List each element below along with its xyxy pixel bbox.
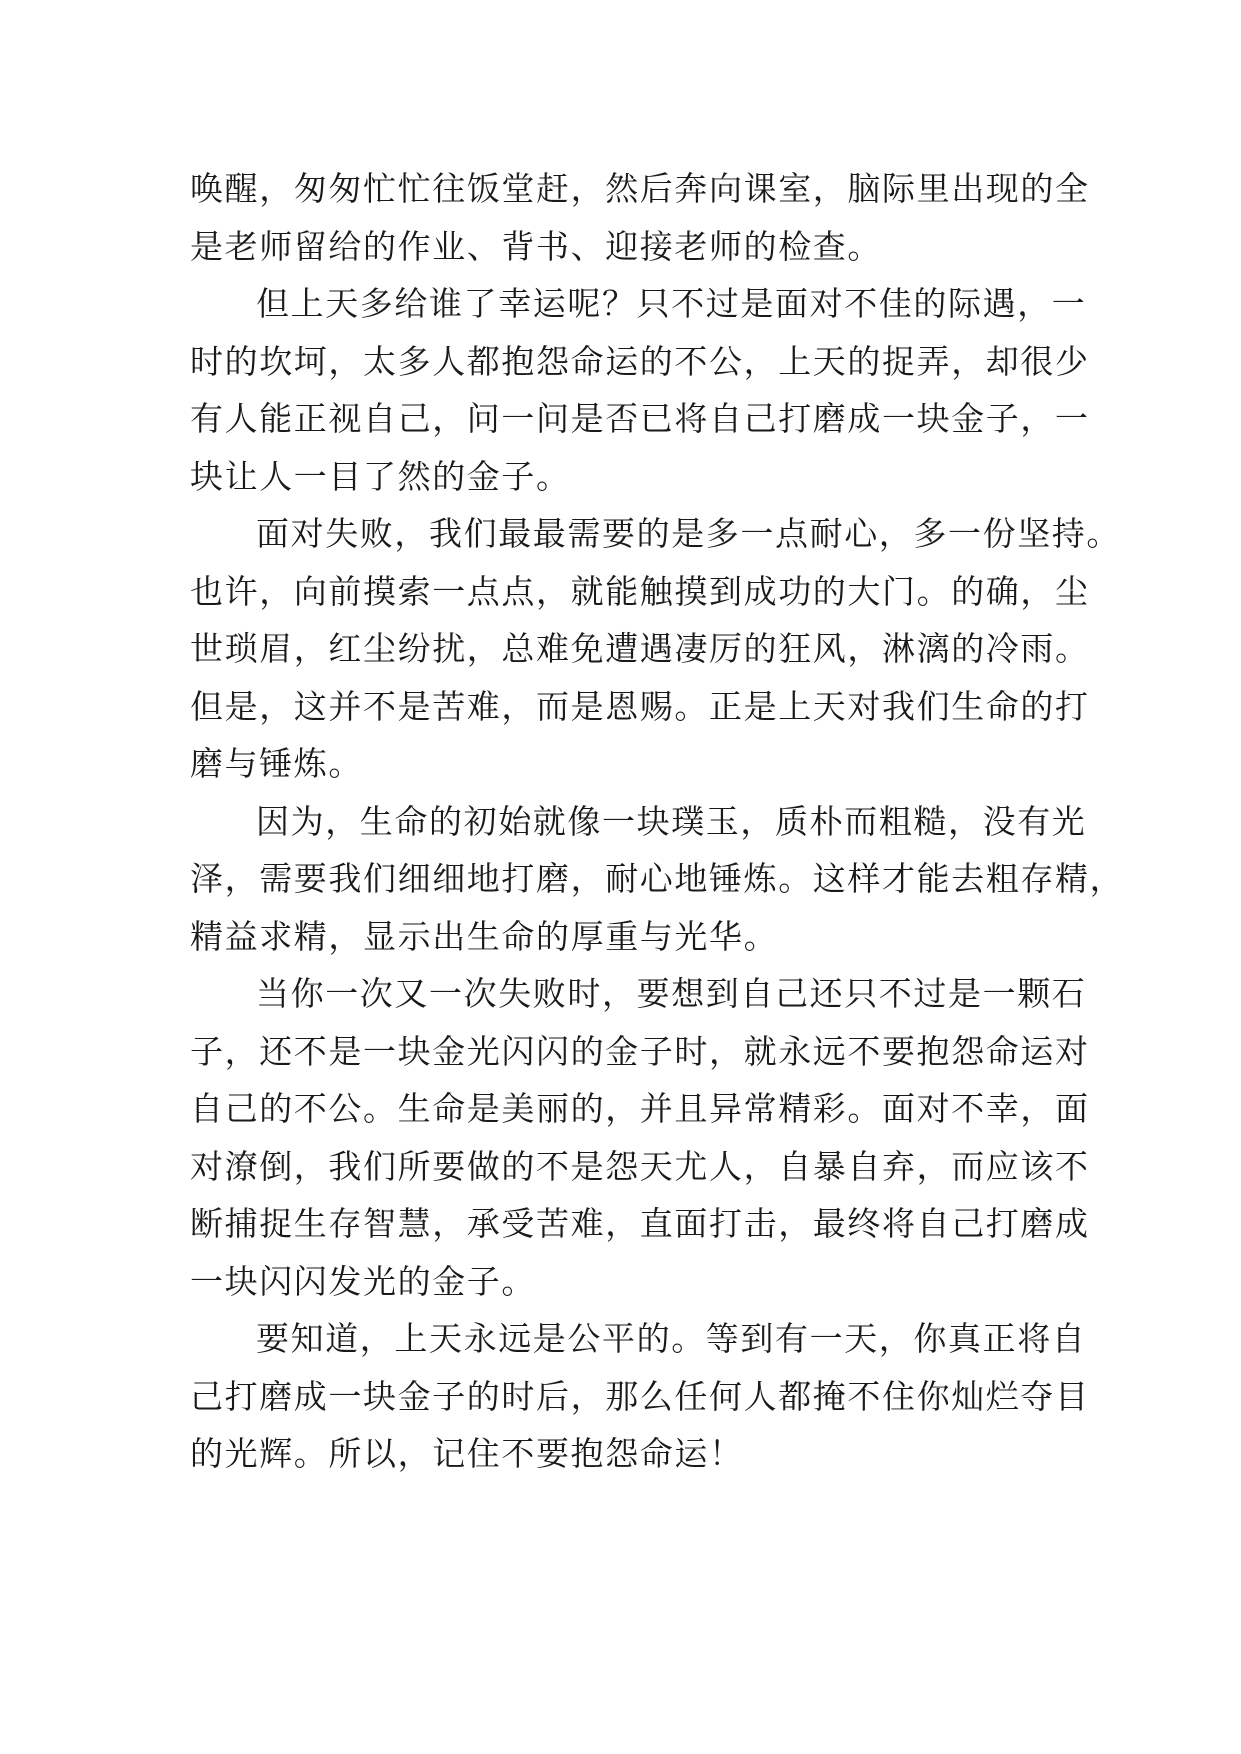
paragraph-1 xyxy=(190,160,1090,275)
text-line: 对潦倒，我们所要做的不是怨天尤人，自暴自弃，而应该不 xyxy=(190,1146,1090,1186)
text-line: 但是，这并不是苦难，而是恩赐。正是上天对我们生命的打 xyxy=(190,686,1090,726)
paragraph-6 xyxy=(190,1310,1090,1483)
text-line: 因为，生命的初始就像一块璞玉，质朴而粗糙，没有光 xyxy=(256,801,1087,841)
text-line: 一块闪闪发光的金子。 xyxy=(190,1261,536,1301)
paragraph-4 xyxy=(190,793,1125,966)
text-line: 的光辉。所以，记住不要抱怨命运！ xyxy=(190,1434,744,1473)
text-line: 有人能正视自己，问一问是否已将自己打磨成一块金子，一 xyxy=(190,399,1090,438)
text-line: 自己的不公。生命是美丽的，并且异常精彩。面对不幸，面 xyxy=(190,1089,1090,1128)
text-line: 断捕捉生存智慧，承受苦难，直面打击，最终将自己打磨成 xyxy=(190,1204,1090,1243)
text-line: 当你一次又一次失败时，要想到自己还只不过是一颗石 xyxy=(256,974,1087,1013)
text-line: 精益求精，显示出生命的厚重与光华。 xyxy=(190,916,779,956)
paragraph-5 xyxy=(190,965,1090,1310)
text-line: 面对失败，我们最最需要的是多一点耐心，多一份坚持。 xyxy=(256,514,1121,553)
text-line: 也许，向前摸索一点点，就能触摸到成功的大门。的确，尘 xyxy=(190,571,1090,611)
paragraph-3 xyxy=(190,505,1121,793)
text-line: 块让人一目了然的金子。 xyxy=(190,456,571,496)
text-line: 泽，需要我们细细地打磨，耐心地锤炼。这样才能去粗存精， xyxy=(190,859,1125,898)
text-line: 己打磨成一块金子的时后，那么任何人都掩不住你灿烂夺目 xyxy=(190,1376,1090,1416)
text-line: 唤醒，匆匆忙忙往饭堂赶，然后奔向课室，脑际里出现的全 xyxy=(190,169,1090,208)
text-line: 但上天多给谁了幸运呢？只不过是面对不佳的际遇，一 xyxy=(256,284,1087,323)
essay-body xyxy=(190,160,1125,1483)
text-line: 磨与锤炼。 xyxy=(190,744,363,783)
paragraph-2 xyxy=(190,275,1090,505)
text-line: 时的坎坷，太多人都抱怨命运的不公，上天的捉弄，却很少 xyxy=(190,341,1090,381)
text-line: 世琐眉，红尘纷扰，总难免遭遇凄厉的狂风，淋漓的冷雨。 xyxy=(190,629,1090,668)
text-line: 子，还不是一块金光闪闪的金子时，就永远不要抱怨命运对 xyxy=(190,1031,1090,1071)
text-line: 是老师留给的作业、背书、迎接老师的检查。 xyxy=(190,226,882,266)
text-line: 要知道，上天永远是公平的。等到有一天，你真正将自 xyxy=(256,1319,1087,1358)
